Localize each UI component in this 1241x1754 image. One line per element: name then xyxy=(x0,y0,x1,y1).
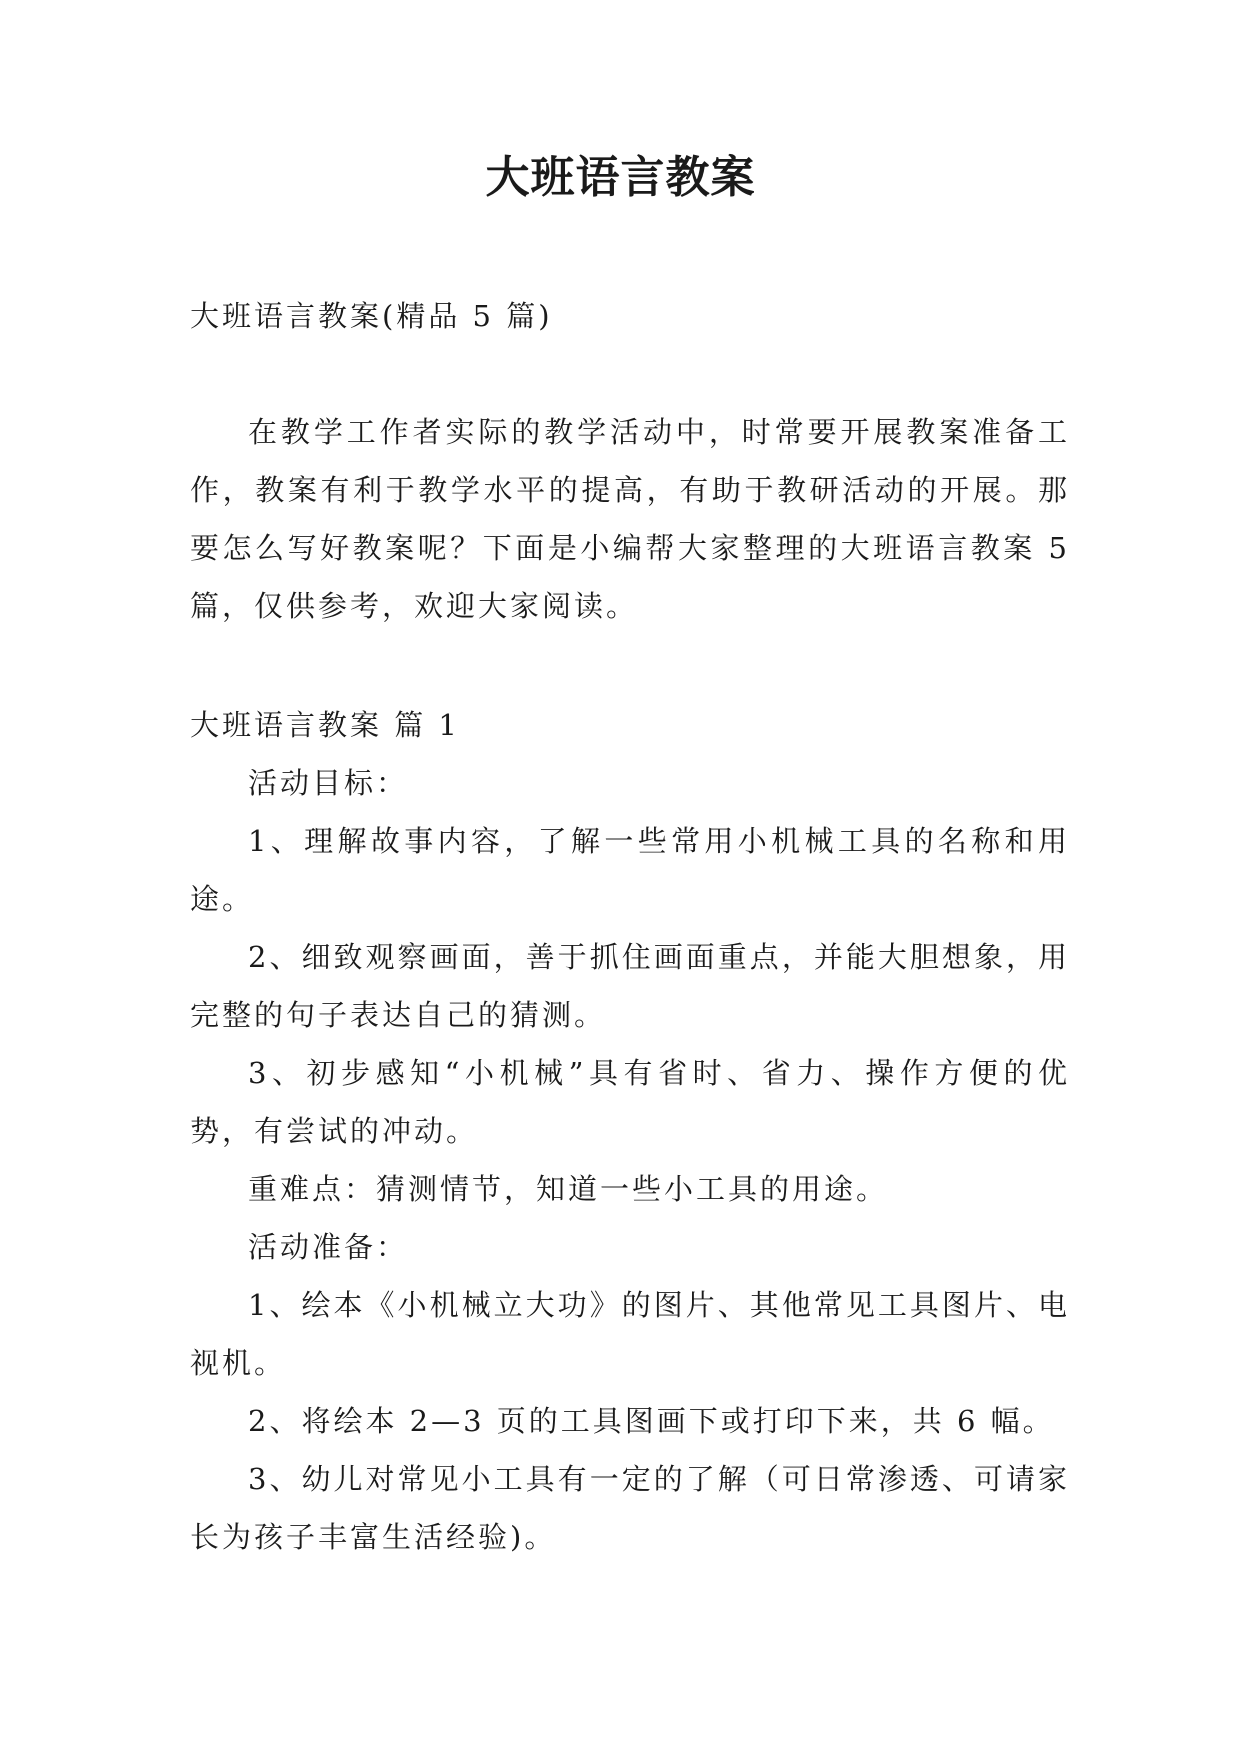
document-title: 大班语言教案 xyxy=(485,152,756,203)
section-heading: 大班语言教案 篇 1 xyxy=(190,708,460,742)
section-body xyxy=(190,754,1070,1566)
goal-item: 2、细致观察画面，善于抓住画面重点，并能大胆想象，用完整的句子表达自己的猜测。 xyxy=(190,940,1070,1032)
activity-goals-heading: 活动目标： xyxy=(248,766,409,800)
intro-paragraph: 在教学工作者实际的教学活动中，时常要开展教案准备工作，教案有利于教学水平的提高，有助于教研活动的开展。那要怎么写好教案呢？下面是小编帮大家整理的大班语言教案 5 篇，仅供参考，欢迎大家阅读。 xyxy=(190,415,1070,623)
preparation-item: 2、将绘本 2—3 页的工具图画下或打印下来，共 6 幅。 xyxy=(248,1404,1055,1438)
goal-item: 1、理解故事内容，了解一些常用小机械工具的名称和用途。 xyxy=(190,824,1070,916)
document-subtitle: 大班语言教案(精品 5 篇) xyxy=(190,299,553,333)
key-points-paragraph: 重难点：猜测情节，知道一些小工具的用途。 xyxy=(248,1172,889,1206)
activity-preparation-heading: 活动准备： xyxy=(248,1230,409,1264)
preparation-item: 3、幼儿对常见小工具有一定的了解（可日常渗透、可请家长为孩子丰富生活经验)。 xyxy=(190,1462,1070,1554)
preparation-item: 1、绘本《小机械立大功》的图片、其他常见工具图片、电视机。 xyxy=(190,1288,1070,1380)
goal-item: 3、初步感知“小机械”具有省时、省力、操作方便的优势，有尝试的冲动。 xyxy=(190,1056,1070,1148)
